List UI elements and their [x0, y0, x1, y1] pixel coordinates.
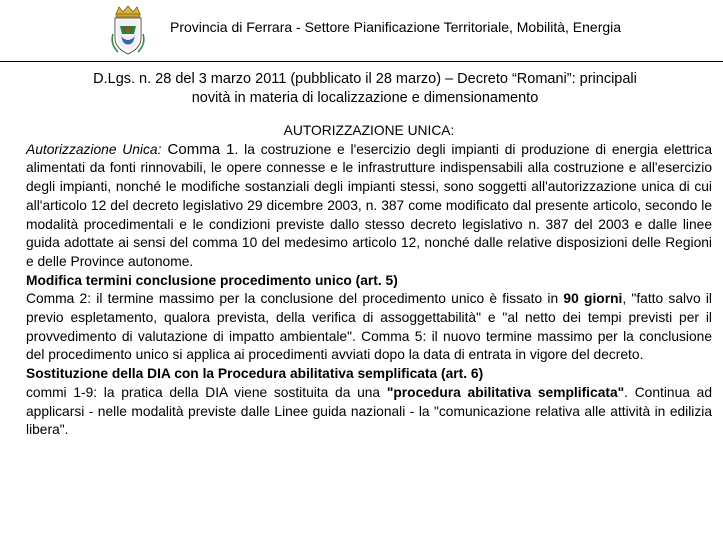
section-title: AUTORIZZAZIONE UNICA: [283, 123, 455, 138]
paragraph-modifica-termini [26, 290, 712, 365]
provincia-ferrara-crest-icon [108, 4, 148, 56]
para3-part2: . Continua ad applicarsi - nelle modalità previste dalle Linee guida nazionali - la "comunicazione relativa alle attività in edilizia libera". [26, 384, 712, 438]
para1-comma: Comma 1 [161, 140, 235, 158]
para1-lead: Autorizzazione Unica: [26, 141, 162, 157]
para2-bold: 90 giorni [563, 291, 623, 307]
para1-text: . la costruzione e l'esercizio degli impianti di produzione di energia elettrica alimentati da fonti rinnovabili, le opere connesse e le infrastrutture indispensabili alla costruzione e all'esercizio degli impianti, nonché le modifiche sostanziali degli impianti stessi, sono soggetti all'autorizzazione unica di cui all'articolo 12 del decreto legislativo 29 dicembre 2003, n. 387 come modificato dal presente articolo, secondo le modalità procedimentali e le condizioni previste dallo stesso decreto legislativo n. 387 del 2003 e dalle linee guida adottate ai sensi del comma 10 del medesimo articolo 12, nonché dalle relative disposizioni delle Regioni e delle Province autonome. [26, 141, 713, 269]
subtitle-line-2: novità in materia di localizzazione e dimensionamento [191, 90, 539, 106]
para2-part2: , "fatto salvo il previo espletamento, qualora prevista, della verifica di assoggettabilità" e "al netto dei tempi previsti per il provvedimento di valutazione di impatto ambientale". Comma 5: il nuovo termine massimo per la conclusione del procedimento unico si applica ai procedimenti avviati dopo la data di entrata in vigore del decreto. [26, 291, 713, 363]
para2-part1: Comma 2: il termine massimo per la conclusione del procedimento unico è fissato in [26, 291, 564, 307]
heading-modifica-termini: Modifica termini conclusione procedimento unico (art. 5) [26, 272, 398, 288]
paragraph-autorizzazione-unica [26, 141, 712, 272]
document-subtitle [20, 70, 710, 108]
para3-part1: commi 1-9: la pratica della DIA viene sostituita da una [26, 384, 387, 400]
header-divider [0, 61, 723, 62]
page-header [0, 0, 723, 62]
para3-bold: "procedura abilitativa semplificata" [386, 384, 625, 400]
header-title: Provincia di Ferrara - Settore Pianificazione Territoriale, Mobilità, Energia [170, 19, 622, 35]
heading-sostituzione-dia: Sostituzione della DIA con la Procedura abilitativa semplificata (art. 6) [26, 366, 484, 382]
paragraph-sostituzione-dia [26, 384, 712, 440]
document-body [26, 122, 712, 440]
subtitle-line-1: D.Lgs. n. 28 del 3 marzo 2011 (pubblicato il 28 marzo) – Decreto “Romani”: principali [93, 71, 637, 87]
